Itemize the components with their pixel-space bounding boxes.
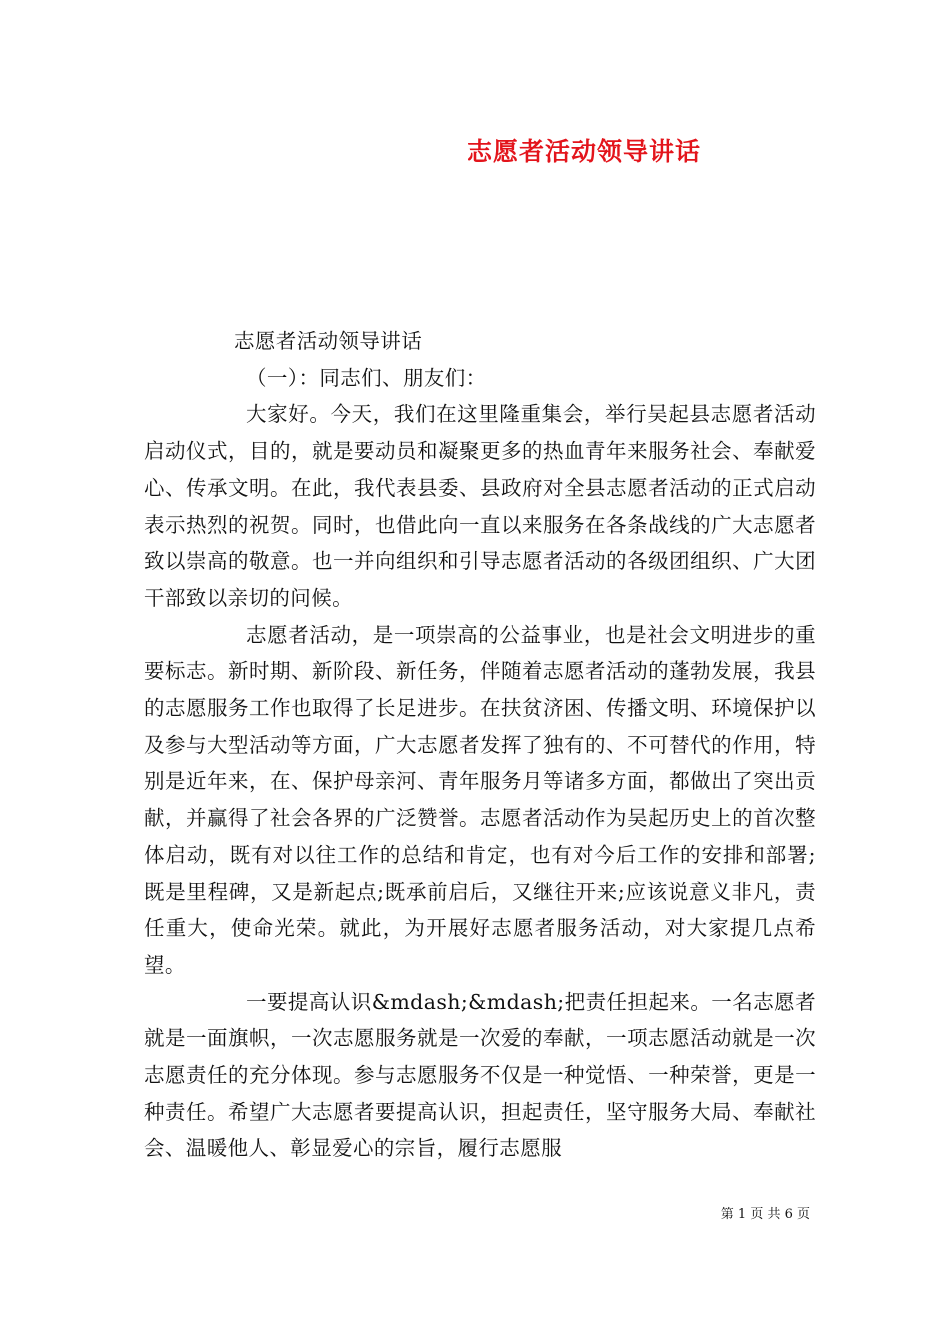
speech-subtitle: 志愿者活动领导讲话 (234, 329, 423, 353)
document-title: 志愿者活动领导讲话 (466, 137, 701, 166)
speech-salutation: （一）：同志们、朋友们： (246, 365, 487, 390)
page-number-indicator: 第 1 页 共 6 页 (720, 1207, 810, 1222)
paragraph-3: 一要提高认识&mdash;&mdash;把责任担起来。一名志愿者就是一面旗帜，一次志愿服务就是一次爱的奉献，一项志愿活动就是一次志愿责任的充分体现。参与志愿服务不仅是一种觉悟、一种荣誉，更是一种责任。希望广大志愿者要提高认识，担起责任，坚守服务大局、奉献社会、温暖他人、彰显爱心的宗旨，履行志愿服 (144, 989, 816, 1161)
paragraph-1: 大家好。今天，我们在这里隆重集会，举行吴起县志愿者活动启动仪式，目的，就是要动员和凝聚更多的热血青年来服务社会、奉献爱心、传承文明。在此，我代表县委、县政府对全县志愿者活动的正式启动表示热烈的祝贺。同时，也借此向一直以来服务在各条战线的广大志愿者致以崇高的敬意。也一并向组织和引导志愿者活动的各级团组织、广大团干部致以亲切的问候。 (144, 402, 816, 610)
paragraph-2: 志愿者活动，是一项崇高的公益事业，也是社会文明进步的重要标志。新时期、新阶段、新任务，伴随着志愿者活动的蓬勃发展，我县的志愿服务工作也取得了长足进步。在扶贫济困、传播文明、环境保护以及参与大型活动等方面，广大志愿者发挥了独有的、不可替代的作用，特别是近年来，在、保护母亲河、青年服务月等诸多方面，都做出了突出贡献，并赢得了社会各界的广泛赞誉。志愿者活动作为吴起历史上的首次整体启动，既有对以往工作的总结和肯定，也有对今后工作的安排和部署;既是里程碑，又是新起点;既承前启后，又继往开来;应该说意义非凡，责任重大，使命光荣。就此，为开展好志愿者服务活动，对大家提几点希望。 (144, 622, 816, 977)
document-body (144, 323, 816, 1167)
